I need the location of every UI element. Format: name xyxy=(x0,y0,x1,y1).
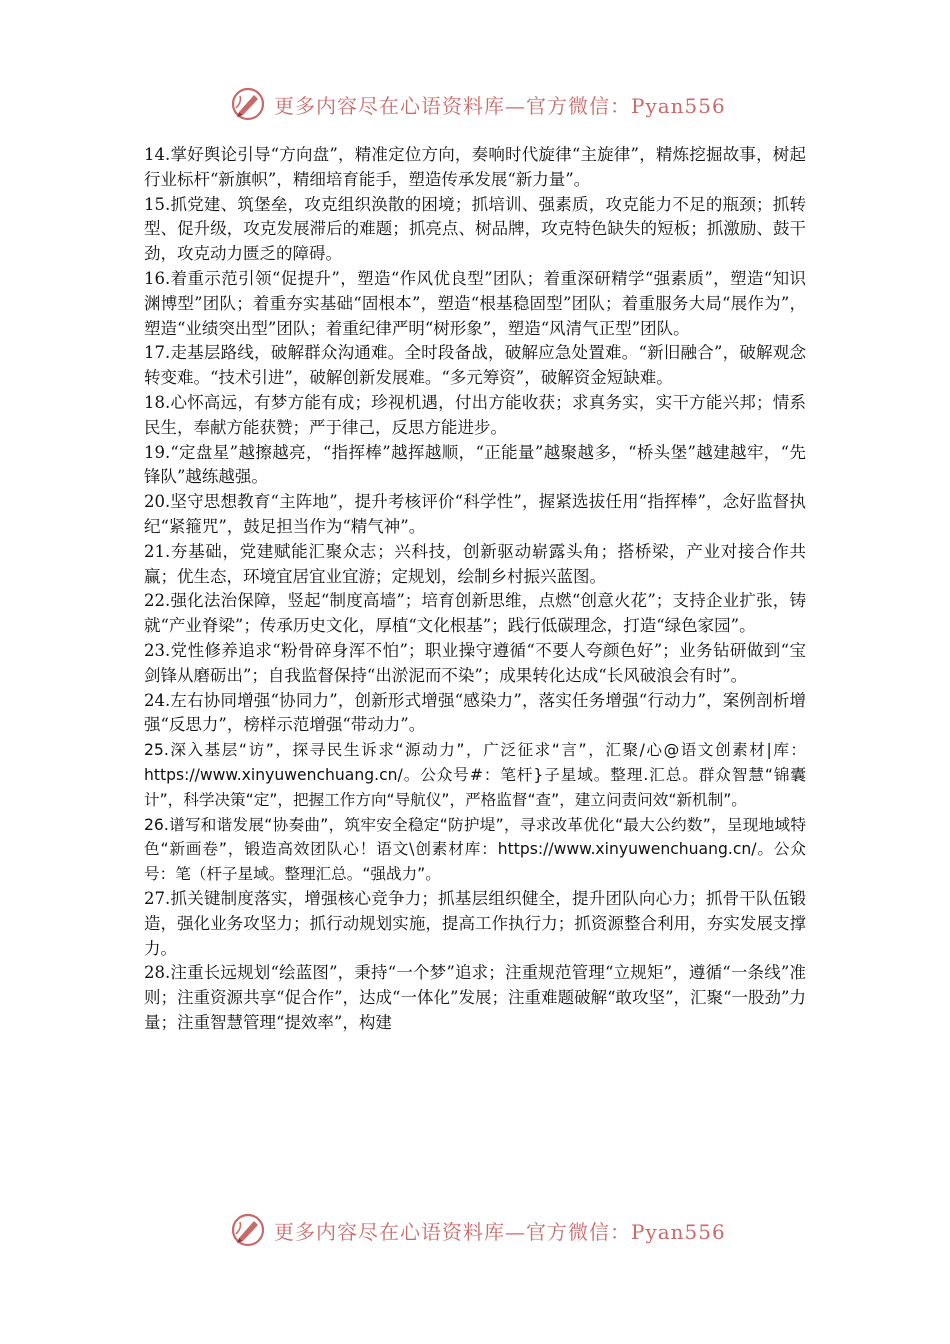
list-item: 22.强化法治保障，竖起“制度高墙”；培育创新思维，点燃“创意火花”；支持企业扩张，铸就“产业脊梁”；传承历史文化，厚植“文化根基”；践行低碳理念，打造“绿色家园”。 xyxy=(144,591,806,636)
list-item: 19.“定盘星”越擦越亮，“指挥棒”越挥越顺，“正能量”越聚越多，“桥头堡”越建越牢，“先锋队”越练越强。 xyxy=(144,442,806,487)
list-item: 25.深入基层“访”，探寻民生诉求“源动力”，广泛征求“言”，汇聚/心@语文创素材|库：https://www.xinyuwenchuang.cn/。公众号#：笔杆}子星域。整理.汇总。群众智慧“锦囊计”，科学决策“定”，把握工作方向“导航仪”，严格监督“查”，建立问责问效“新机制”。 xyxy=(144,741,806,809)
list-item: 23.党性修养追求“粉骨碎身浑不怕”；职业操守遵循“不要人夸颜色好”；业务钻研做到“宝剑锋从磨砺出”；自我监督保持“出淤泥而不染”；成果转化达成“长风破浪会有时”。 xyxy=(144,640,806,685)
list-item: 18.心怀高远，有梦方能有成；珍视机遇，付出方能收获；求真务实，实干方能兴邦；情系民生，奉献方能获赞；严于律己，反思方能进步。 xyxy=(144,392,806,437)
header-banner xyxy=(230,84,726,124)
header-banner-text: 更多内容尽在心语资料库—官方微信：Pyan556 xyxy=(274,93,726,118)
list-item: 17.走基层路线，破解群众沟通难。全时段备战，破解应急处置难。“新旧融合”，破解观念转变难。“技术引进”，破解创新发展难。“多元筹资”，破解资金短缺难。 xyxy=(144,343,806,388)
list-item: 16.着重示范引领“促提升”，塑造“作风优良型”团队；着重深研精学“强素质”，塑造“知识渊博型”团队；着重夯实基础“固根本”，塑造“根基稳固型”团队；着重服务大局“展作为”，塑造“业绩突出型”团队；着重纪律严明“树形象”，塑造“风清气正型”团队。 xyxy=(144,268,806,338)
list-item: 21.夯基础，党建赋能汇聚众志；兴科技，创新驱动崭露头角；搭桥梁，产业对接合作共赢；优生态，环境宜居宜业宜游；定规划，绘制乡村振兴蓝图。 xyxy=(144,541,806,586)
footer-banner-text: 更多内容尽在心语资料库—官方微信：Pyan556 xyxy=(274,1219,726,1244)
list-item: 26.谱写和谐发展“协奏曲”，筑牢安全稳定“防护堤”，寻求改革优化“最大公约数”，呈现地域特色“新画卷”，锻造高效团队心！语文\创素材库：https://www.xinyuwenchuang.cn/。公众号：笔（杆子星域。整理汇总。“强战力”。 xyxy=(144,815,806,884)
list-item: 28.注重长远规划“绘蓝图”，秉持“一个梦”追求；注重规范管理“立规矩”，遵循“一条线”准则；注重资源共享“促合作”，达成“一体化”发展；注重难题破解“敢攻坚”，汇聚“一股劲”力量；注重智慧管理“提效率”，构建 xyxy=(144,963,806,1032)
document-body xyxy=(144,143,806,1036)
pen-seal-icon xyxy=(230,1212,266,1248)
footer-banner xyxy=(230,1210,726,1250)
list-item: 15.抓党建、筑堡垒，攻克组织涣散的困境；抓培训、强素质，攻克能力不足的瓶颈；抓转型、促升级，攻克发展滞后的难题；抓亮点、树品牌，攻克特色缺失的短板；抓激励、鼓干劲，攻克动力匮乏的障碍。 xyxy=(144,194,806,264)
pen-seal-icon xyxy=(230,86,266,122)
list-item: 14.掌好舆论引导“方向盘”，精准定位方向，奏响时代旋律“主旋律”，精炼挖掘故事，树起行业标杆“新旗帜”，精细培育能手，塑造传承发展“新力量”。 xyxy=(144,145,806,189)
list-item: 27.抓关键制度落实，增强核心竞争力；抓基层组织健全，提升团队向心力；抓骨干队伍锻造，强化业务攻坚力；抓行动规划实施，提高工作执行力；抓资源整合利用，夯实发展支撑力。 xyxy=(144,888,806,958)
list-item: 24.左右协同增强“协同力”，创新形式增强“感染力”，落实任务增强“行动力”，案例剖析增强“反思力”，榜样示范增强“带动力”。 xyxy=(144,690,806,735)
list-item: 20.坚守思想教育“主阵地”，提升考核评价“科学性”，握紧选拔任用“指挥棒”，念好监督执纪“紧箍咒”，鼓足担当作为“精气神”。 xyxy=(144,492,806,536)
